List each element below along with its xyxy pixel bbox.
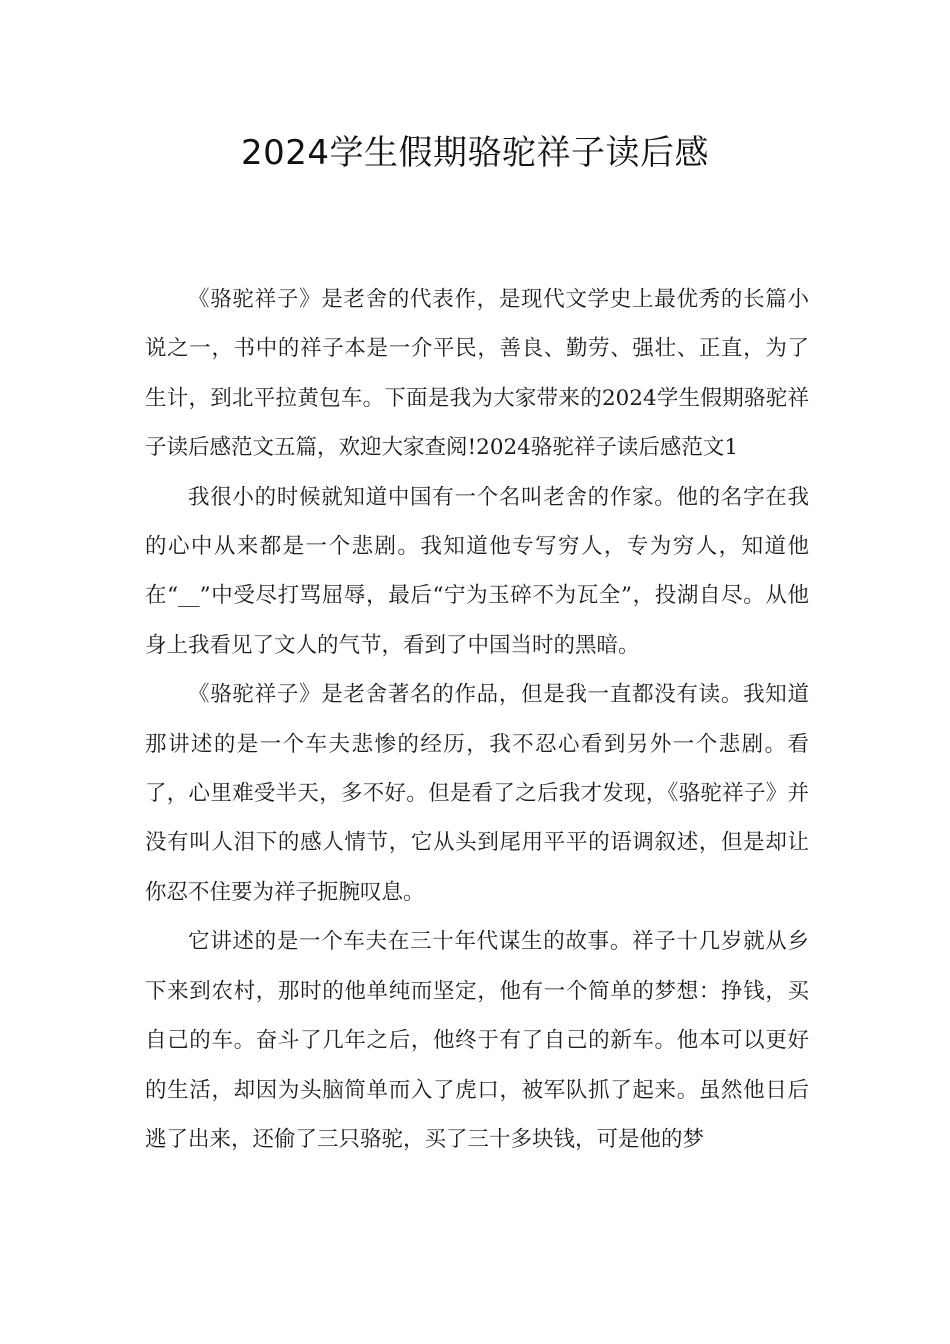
document-body	[145, 275, 809, 1164]
paragraph-4: 它讲述的是一个车夫在三十年代谋生的故事。祥子十几岁就从乡下来到农村，那时的他单纯而坚定，他有一个简单的梦想：挣钱，买自己的车。奋斗了几年之后，他终于有了自己的新车。他本可以更好的生活，却因为头脑简单而入了虎口，被军队抓了起来。虽然他日后逃了出来，还偷了三只骆驼，买了三十多块钱，可是他的梦	[145, 929, 809, 1152]
paragraph-3: 《骆驼祥子》是老舍著名的作品，但是我一直都没有读。我知道那讲述的是一个车夫悲惨的经历，我不忍心看到另外一个悲剧。看了，心里难受半天，多不好。但是看了之后我才发现，《骆驼祥子》并没有叫人泪下的感人情节，它从头到尾用平平的语调叙述，但是却让你忍不住要为祥子扼腕叹息。	[145, 682, 809, 905]
paragraph-1: 《骆驼祥子》是老舍的代表作，是现代文学史上最优秀的长篇小说之一，书中的祥子本是一介平民，善良、勤劳、强壮、正直，为了生计，到北平拉黄包车。下面是我为大家带来的2024学生假期骆驼祥子读后感范文五篇，欢迎大家查阅!2024骆驼祥子读后感范文1	[145, 287, 809, 461]
paragraph-2: 我很小的时候就知道中国有一个名叫老舍的作家。他的名字在我的心中从来都是一个悲剧。我知道他专写穷人，专为穷人，知道他在“__”中受尽打骂屈辱，最后“宁为玉碎不为瓦全”，投湖自尽。从他身上我看见了文人的气节，看到了中国当时的黑暗。	[145, 484, 809, 658]
document-title: 2024学生假期骆驼祥子读后感	[240, 133, 710, 173]
